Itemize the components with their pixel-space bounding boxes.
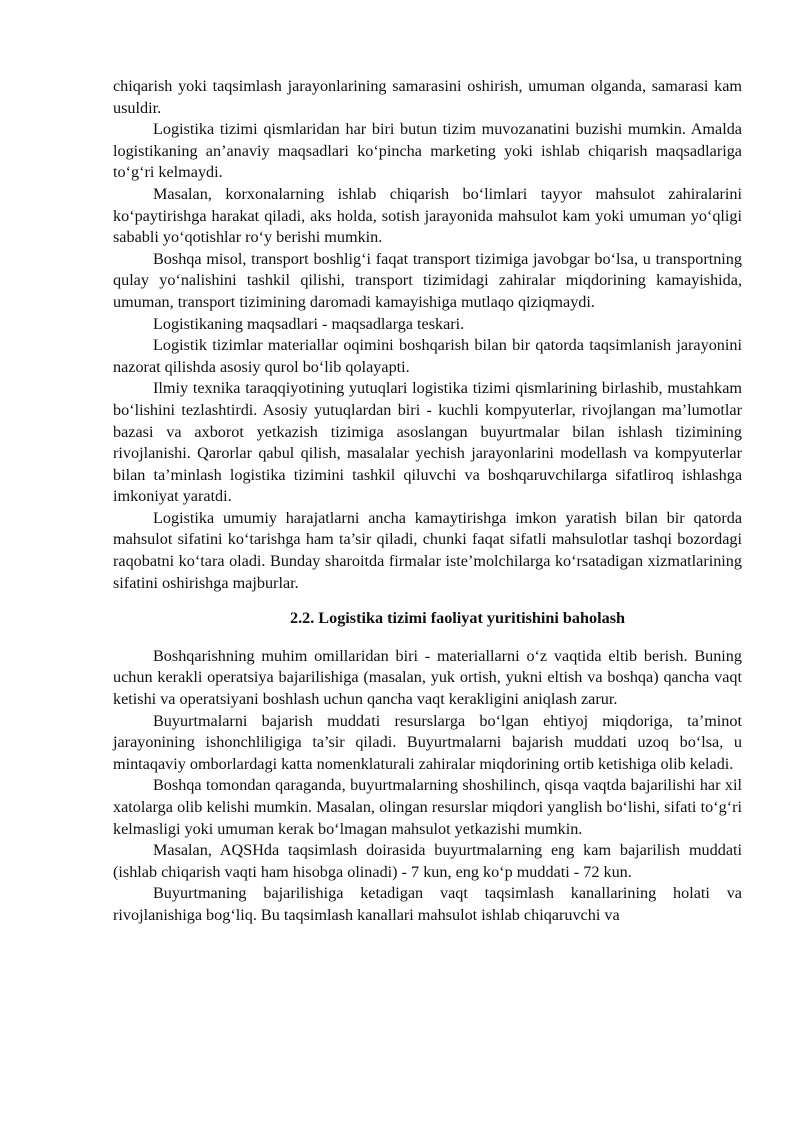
paragraph: Ilmiy texnika taraqqiyotining yutuqlari logistika tizimi qismlarining birlashib, mustahkam bo‘lishini tezlashtirdi. Asosiy yutuqlardan biri - kuchli kompyuterlar, rivojlangan ma’lumotlar bazasi va axborot yetkazish tizimiga asoslangan buyurtmalar bilan ishlash tizimining rivojlanishi. Qarorlar qabul qilish, masalalar yechish jarayonlarini modellash va kompyuterlar bilan ta’minlash logistika tizimini tashkil qiluvchi va boshqaruvchilarga sifatliroq ishlashga imkoniyat yaratdi. xyxy=(113,379,742,506)
paragraph: Buyurtmalarni bajarish muddati resurslarga bo‘lgan ehtiyoj miqdoriga, ta’minot jarayonining ishonchliligiga ta’sir qiladi. Buyurtmalarni bajarish muddati uzoq bo‘lsa, u mintaqaviy omborlardagi katta nomenklaturali zahiralar miqdorining ortib ketishiga olib keladi. xyxy=(113,711,742,773)
section-heading: 2.2. Logistika tizimi faoliyat yuritishini baholash xyxy=(289,609,626,628)
paragraph: Masalan, korxonalarning ishlab chiqarish bo‘limlari tayyor mahsulot zahiralarini ko‘paytirishga harakat qiladi, aks holda, sotish jarayonida mahsulot kam yoki umuman yo‘qligi sababli yo‘qotishlar ro‘y berishi mumkin. xyxy=(113,184,742,247)
paragraph: Logistikaning maqsadlari - maqsadlarga teskari. xyxy=(153,314,465,333)
document-page xyxy=(113,76,742,927)
paragraph: Boshqa misol, transport boshlig‘i faqat transport tizimiga javobgar bo‘lsa, u transportning qulay yo‘nalishini tashkil qilishi, transport tizimidagi zahiralar miqdorining kamayishida, umuman, transport tizimining daromadi kamayishiga mutlaqo qiziqmaydi. xyxy=(113,249,742,311)
paragraph: Boshqarishning muhim omillaridan biri - materiallarni o‘z vaqtida eltib berish. Buning uchun kerakli operatsiya bajarilishiga (masalan, yuk ortish, yukni eltish va boshqa) qancha vaqt ketishi va operatsiyani boshlash uchun qancha vaqt kerakligini aniqlash zarur. xyxy=(113,646,742,709)
paragraph: Logistika tizimi qismlaridan har biri butun tizim muvozanatini buzishi mumkin. Amalda logistikaning an’anaviy maqsadlari ko‘pincha marketing yoki ishlab chiqarish maqsadlariga to‘g‘ri kelmaydi. xyxy=(113,120,742,182)
paragraph: Masalan, AQSHda taqsimlash doirasida buyurtmalarning eng kam bajarilish muddati (ishlab chiqarish vaqti ham hisobga olinadi) - 7 kun, eng ko‘p muddati - 72 kun. xyxy=(113,841,742,881)
paragraph: Logistika umumiy harajatlarni ancha kamaytirishga imkon yaratish bilan bir qatorda mahsulot sifatini ko‘tarishga ham ta’sir qiladi, chunki faqat sifatli mahsulotlar tashqi bozordagi raqobatni ko‘tara oladi. Bunday sharoitda firmalar iste’molchilarga ko‘rsatadigan xizmatlarining sifatini oshirishga majburlar. xyxy=(113,508,742,592)
paragraph: Logistik tizimlar materiallar oqimini boshqarish bilan bir qatorda taqsimlanish jarayonini nazorat qilishda asosiy qurol bo‘lib qolayapti. xyxy=(113,336,742,376)
paragraph: Buyurtmaning bajarilishiga ketadigan vaqt taqsimlash kanallarining holati va rivojlanishiga bog‘liq. Bu taqsimlash kanallari mahsulot ishlab chiqaruvchi va xyxy=(113,884,742,924)
paragraph: Boshqa tomondan qaraganda, buyurtmalarning shoshilinch, qisqa vaqtda bajarilishi har xil xatolarga olib kelishi mumkin. Masalan, olingan resurslar miqdori yanglish bo‘lishi, sifati to‘g‘ri kelmasligi yoki umuman kerak bo‘lmagan mahsulot yetkazishi mumkin. xyxy=(113,776,742,838)
paragraph: chiqarish yoki taqsimlash jarayonlarining samarasini oshirish, umuman olganda, samarasi kam usuldir. xyxy=(113,77,742,117)
